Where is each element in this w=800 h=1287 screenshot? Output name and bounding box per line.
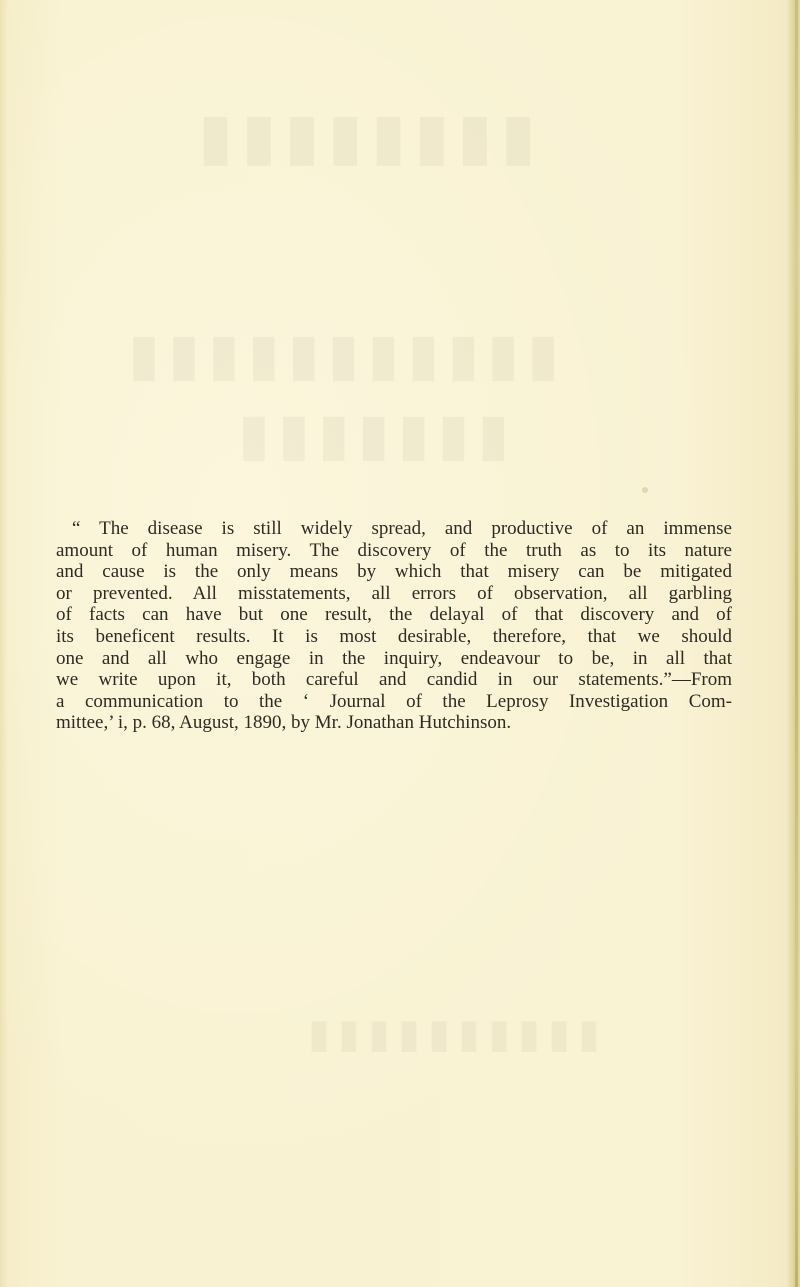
quote-line: and cause is the only means by which that misery can be mitigated xyxy=(56,561,732,583)
quote-line: we write upon it, both careful and candid in our statements.”—From xyxy=(56,669,732,691)
quote-line: its beneficent results. It is most desirable, therefore, that we should xyxy=(56,625,732,647)
quote-line: amount of human misery. The discovery of the truth as to its nature xyxy=(56,539,732,561)
paper-speck xyxy=(642,487,648,493)
quote-line: of facts can have but one result, the delayal of that discovery and of xyxy=(56,604,732,626)
show-through-decoration: ▮▮▮▮▮▮▮▮ xyxy=(190,101,536,172)
show-through-decoration: ▮▮▮▮▮▮▮ xyxy=(230,402,510,467)
epigraph-quote xyxy=(56,518,732,734)
quote-line: or prevented. All misstatements, all errors of observation, all garbling xyxy=(56,582,732,604)
quote-line: “ The disease is still widely spread, and productive of an immense xyxy=(72,518,732,539)
quote-line: one and all who engage in the inquiry, endeavour to be, in all that xyxy=(56,647,732,669)
page-left-edge xyxy=(0,0,8,1287)
quote-line: a communication to the ‘ Journal of the Leprosy Investigation Com- xyxy=(56,690,732,712)
show-through-decoration: ▮▮▮▮▮▮▮▮▮▮▮ xyxy=(120,322,560,387)
quote-line: mittee,’ i, p. 68, August, 1890, by Mr. Jonathan Hutchinson. xyxy=(56,712,512,734)
page-right-edge xyxy=(786,0,800,1287)
show-through-decoration: ▮▮▮▮▮▮▮▮▮▮ xyxy=(300,1011,601,1056)
